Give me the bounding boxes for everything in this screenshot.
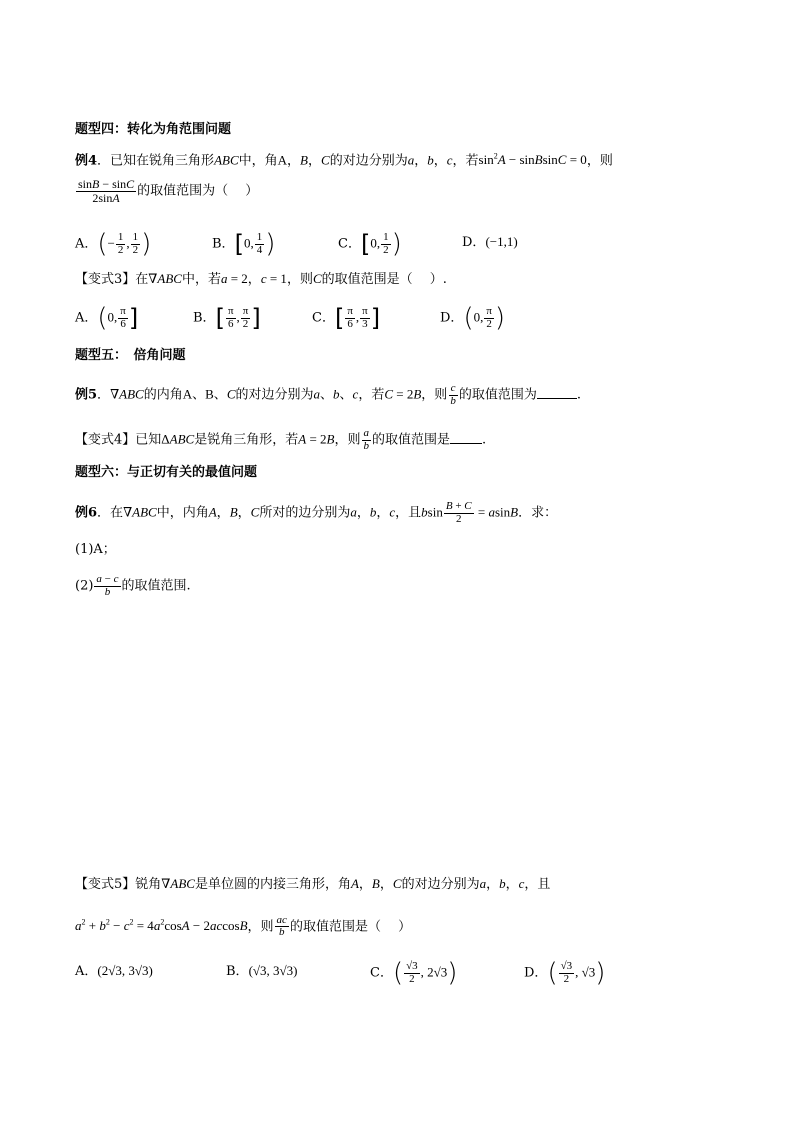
answer-blank[interactable] — [537, 386, 577, 399]
question-2: (2) $\frac{a - c}{b}$ 的取值范围. — [75, 573, 191, 598]
variant3-option-b: B．[ $\frac{\pi}{6}$ , $\frac{\pi}{2}$ ] — [193, 304, 261, 333]
variant5-line2: $a^2 + b^2 - c^2 = 4a^2\cos A - 2accosB$，则 $\frac{ac}{b}$ 的取值范围是（ ） — [75, 913, 412, 939]
variant5-option-d: D．( $\frac{√3}{2}$ , √3) — [524, 958, 606, 989]
example4-option-a: A．(− $\frac{1}{2}$ , $\frac{1}{2}$ ) — [75, 229, 152, 260]
variant5-option-a: A．(2√3, 3√3) — [75, 963, 153, 979]
variant5-option-b: B．(√3, 3√3) — [226, 963, 298, 979]
variant4-label: 【变式4】 — [75, 432, 136, 448]
variant5-option-c: C．( $\frac{√3}{2}$ , 2√3) — [370, 958, 458, 989]
variant3-line: 【变式3】在∇ABC中，若a = 2，c = 1，则C的取值范围是（ ）. — [75, 271, 447, 287]
variant5-line1: 【变式5】锐角∇ABC是单位圆的内接三角形，角A，B，C的对边分别为a，b，c，且 — [75, 876, 551, 892]
example5-label: 例5 — [75, 387, 98, 403]
example4-line1: 例4．已知在锐角三角形ABC中，角A，B，C的对边分别为a，b，c，若$\sin^2A$ − sinBsinC = 0，则 — [75, 152, 613, 169]
example4-option-b: B．[0, $\frac{1}{4}$ ) — [212, 229, 276, 260]
example4-option-c: C．[0, $\frac{1}{2}$ ) — [338, 229, 402, 260]
variant3-option-d: D．(0, $\frac{\pi}{2}$ ) — [440, 303, 506, 334]
variant5-label: 【变式5】 — [75, 877, 136, 892]
variant4-line: 【变式4】已知ΔABC是锐角三角形，若A = 2B，则 $\frac{a}{b}$ 的取值范围是 . — [75, 427, 487, 452]
example4-option-d: D．(−1,1) — [462, 234, 518, 250]
answer-blank[interactable] — [450, 431, 482, 444]
variant3-option-a: A．(0, $\frac{\pi}{6}$ ] — [75, 303, 139, 334]
section5-title: 题型五： 倍角问题 — [75, 348, 186, 363]
example4-fraction: $\frac{\sin B - \sin C}{2\sin A}$ — [78, 177, 135, 205]
variant3-label: 【变式3】 — [75, 272, 136, 287]
section4-title: 题型四：转化为角范围问题 — [75, 122, 232, 137]
example6-line: 例6．在∇ABC中，内角A，B，C所对的边分别为a，b，c，且bsin $\frac{B + C}{2}$ = asinB．求： — [75, 500, 558, 525]
example5-line: 例5．∇ABC的内角A、B、C的对边分别为a、b、c，若C = 2B，则 $\frac{c}{b}$ 的取值范围为 . — [75, 382, 581, 407]
question-1: (1)A； — [75, 542, 116, 557]
example4-line2: $\frac{\sin B - \sin C}{2\sin A}$ 的取值范围为（ ） — [78, 177, 259, 205]
section6-title: 题型六：与正切有关的最值问题 — [75, 465, 258, 480]
example6-label: 例6 — [75, 505, 98, 521]
variant3-option-c: C．[ $\frac{\pi}{6}$ , $\frac{\pi}{3}$ ] — [312, 304, 381, 333]
example4-label: 例4 — [75, 153, 98, 169]
